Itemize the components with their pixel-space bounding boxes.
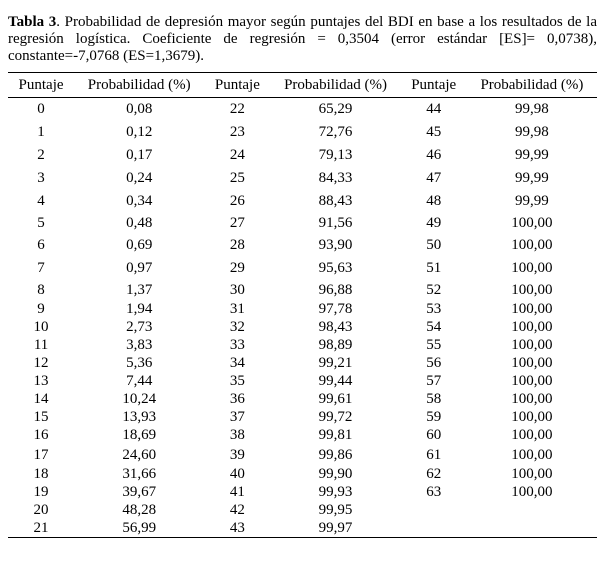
probability-cell: 0,48 <box>126 215 153 231</box>
score-cell: 58 <box>426 391 442 407</box>
probability-cell: 99,99 <box>515 169 549 186</box>
score-cell: 50 <box>426 237 442 253</box>
score-cell: 42 <box>229 502 245 518</box>
table-row <box>8 466 597 484</box>
score-cell: 9 <box>37 301 45 317</box>
table-row <box>8 235 597 257</box>
table-row <box>8 355 597 373</box>
probability-cell <box>467 520 597 538</box>
score-cell: 17 <box>33 446 49 463</box>
header-puntaje-3: Puntaje <box>401 73 467 98</box>
score-cell: 44 <box>426 100 442 117</box>
probability-cell: 99,72 <box>318 409 353 425</box>
score-cell: 24 <box>229 146 245 163</box>
probability-cell <box>467 502 597 520</box>
probability-cell: 99,99 <box>515 192 549 209</box>
score-cell: 19 <box>33 484 49 500</box>
probability-cell: 0,08 <box>126 100 153 117</box>
table-caption <box>8 14 597 65</box>
score-cell: 38 <box>229 427 245 443</box>
probability-cell: 93,90 <box>318 237 353 253</box>
table-row <box>8 190 597 213</box>
table-body <box>8 98 597 538</box>
score-cell: 8 <box>37 281 45 298</box>
score-cell: 59 <box>426 409 442 425</box>
score-cell: 51 <box>426 259 442 276</box>
score-cell: 45 <box>426 123 442 140</box>
probability-cell: 99,90 <box>318 466 353 482</box>
score-cell: 10 <box>33 319 49 335</box>
probability-cell: 100,00 <box>511 281 553 298</box>
score-cell: 57 <box>426 373 442 389</box>
score-cell: 26 <box>229 192 245 209</box>
score-cell: 56 <box>426 355 442 371</box>
table-row <box>8 280 597 301</box>
score-cell: 46 <box>426 146 442 163</box>
probability-cell: 99,81 <box>318 427 353 443</box>
probability-cell: 31,66 <box>122 466 157 482</box>
score-cell: 20 <box>33 502 49 518</box>
table-row <box>8 121 597 144</box>
probability-cell: 24,60 <box>122 446 157 463</box>
score-cell: 18 <box>33 466 49 482</box>
probability-cell: 1,94 <box>126 301 153 317</box>
score-cell: 31 <box>229 301 245 317</box>
probability-cell: 100,00 <box>511 373 553 389</box>
score-cell: 55 <box>426 337 442 353</box>
header-probabilidad-2: Probabilidad (%) <box>270 73 400 98</box>
probability-cell: 99,61 <box>318 391 353 407</box>
probability-cell: 99,44 <box>318 373 353 389</box>
probability-cell: 100,00 <box>511 301 553 317</box>
probability-cell: 0,12 <box>126 123 153 140</box>
probability-cell: 5,36 <box>126 355 153 371</box>
probability-cell: 39,67 <box>122 484 157 500</box>
probability-cell: 1,37 <box>126 281 153 298</box>
table-row <box>8 520 597 538</box>
probability-cell: 99,86 <box>318 446 353 463</box>
score-cell: 27 <box>229 215 245 231</box>
table-header-row <box>8 73 597 98</box>
score-cell: 25 <box>229 169 245 186</box>
probability-cell: 100,00 <box>511 259 553 276</box>
probability-cell: 100,00 <box>511 484 553 500</box>
score-cell: 54 <box>426 319 442 335</box>
score-cell: 49 <box>426 215 442 231</box>
probability-cell: 79,13 <box>318 146 353 163</box>
probability-cell: 100,00 <box>511 355 553 371</box>
probability-cell: 0,97 <box>126 259 153 276</box>
table-row <box>8 213 597 235</box>
table-row <box>8 144 597 167</box>
score-cell: 40 <box>229 466 245 482</box>
score-cell: 7 <box>37 259 45 276</box>
score-cell: 14 <box>33 391 49 407</box>
score-cell: 62 <box>426 466 442 482</box>
probability-cell: 100,00 <box>511 446 553 463</box>
table-row <box>8 337 597 355</box>
score-cell: 30 <box>229 281 245 298</box>
score-cell: 37 <box>229 409 245 425</box>
score-cell: 6 <box>37 237 45 253</box>
probability-cell: 0,17 <box>126 146 153 163</box>
table-row <box>8 301 597 319</box>
score-cell: 23 <box>229 123 245 140</box>
score-cell: 0 <box>37 100 45 117</box>
probability-cell: 96,88 <box>318 281 353 298</box>
probability-cell: 65,29 <box>318 100 353 117</box>
probability-table <box>8 72 597 538</box>
table-row <box>8 373 597 391</box>
table-row <box>8 409 597 427</box>
score-cell: 1 <box>37 123 45 140</box>
score-cell: 22 <box>229 100 245 117</box>
score-cell <box>401 520 467 538</box>
probability-cell: 13,93 <box>122 409 157 425</box>
table-row <box>8 319 597 337</box>
probability-cell: 99,21 <box>318 355 353 371</box>
table-row <box>8 98 597 121</box>
score-cell: 35 <box>229 373 245 389</box>
probability-cell: 97,78 <box>318 301 353 317</box>
score-cell <box>401 502 467 520</box>
score-cell: 16 <box>33 427 49 443</box>
score-cell: 36 <box>229 391 245 407</box>
table-row <box>8 445 597 466</box>
probability-cell: 100,00 <box>511 237 553 253</box>
score-cell: 52 <box>426 281 442 298</box>
score-cell: 32 <box>229 319 245 335</box>
probability-cell: 100,00 <box>511 319 553 335</box>
probability-cell: 100,00 <box>511 337 553 353</box>
probability-cell: 0,24 <box>126 169 153 186</box>
probability-cell: 95,63 <box>318 259 353 276</box>
probability-cell: 100,00 <box>511 409 553 425</box>
probability-cell: 7,44 <box>126 373 153 389</box>
score-cell: 53 <box>426 301 442 317</box>
score-cell: 33 <box>229 337 245 353</box>
probability-cell: 91,56 <box>318 215 353 231</box>
probability-cell: 100,00 <box>511 215 553 231</box>
probability-cell: 100,00 <box>511 427 553 443</box>
score-cell: 43 <box>204 520 270 538</box>
probability-cell: 100,00 <box>511 466 553 482</box>
probability-cell: 99,93 <box>318 484 353 500</box>
caption-label: Tabla 3 <box>8 14 57 30</box>
score-cell: 5 <box>37 215 45 231</box>
score-cell: 41 <box>229 484 245 500</box>
probability-cell: 18,69 <box>122 427 157 443</box>
probability-cell: 56,99 <box>74 520 204 538</box>
score-cell: 47 <box>426 169 442 186</box>
probability-cell: 2,73 <box>126 319 153 335</box>
probability-cell: 98,89 <box>318 337 353 353</box>
probability-cell: 72,76 <box>318 123 353 140</box>
probability-cell: 48,28 <box>122 502 157 518</box>
score-cell: 21 <box>8 520 74 538</box>
probability-cell: 0,34 <box>126 192 153 209</box>
header-puntaje-2: Puntaje <box>204 73 270 98</box>
table-row <box>8 427 597 445</box>
score-cell: 13 <box>33 373 49 389</box>
header-puntaje-1: Puntaje <box>8 73 74 98</box>
header-probabilidad-3: Probabilidad (%) <box>467 73 597 98</box>
table-row <box>8 391 597 409</box>
table-row <box>8 257 597 280</box>
score-cell: 63 <box>426 484 442 500</box>
score-cell: 12 <box>33 355 49 371</box>
table-row <box>8 502 597 520</box>
score-cell: 48 <box>426 192 442 209</box>
score-cell: 3 <box>37 169 45 186</box>
score-cell: 4 <box>37 192 45 209</box>
score-cell: 29 <box>229 259 245 276</box>
score-cell: 15 <box>33 409 49 425</box>
probability-cell: 100,00 <box>511 391 553 407</box>
score-cell: 61 <box>426 446 442 463</box>
header-probabilidad-1: Probabilidad (%) <box>74 73 204 98</box>
table-row <box>8 484 597 502</box>
probability-cell: 99,98 <box>515 100 549 117</box>
probability-cell: 3,83 <box>126 337 153 353</box>
probability-cell: 98,43 <box>318 319 353 335</box>
score-cell: 11 <box>33 337 49 353</box>
caption-text: . Probabilidad de depresión mayor según puntajes del BDI en base a los resultados de la regresión logística. Coeficiente de regresión = 0,3504 (error estándar [ES]= 0,0738), constante=-7,0768 (ES=1,3679). <box>8 14 597 64</box>
score-cell: 39 <box>229 446 245 463</box>
probability-cell: 88,43 <box>318 192 353 209</box>
score-cell: 60 <box>426 427 442 443</box>
table-row <box>8 167 597 190</box>
score-cell: 2 <box>37 146 45 163</box>
probability-cell: 0,69 <box>126 237 153 253</box>
probability-cell: 84,33 <box>318 169 353 186</box>
score-cell: 28 <box>229 237 245 253</box>
probability-cell: 10,24 <box>122 391 157 407</box>
score-cell: 34 <box>229 355 245 371</box>
probability-cell: 99,98 <box>515 123 549 140</box>
probability-cell: 99,97 <box>270 520 400 538</box>
probability-cell: 99,99 <box>515 146 549 163</box>
probability-cell: 99,95 <box>318 502 353 518</box>
